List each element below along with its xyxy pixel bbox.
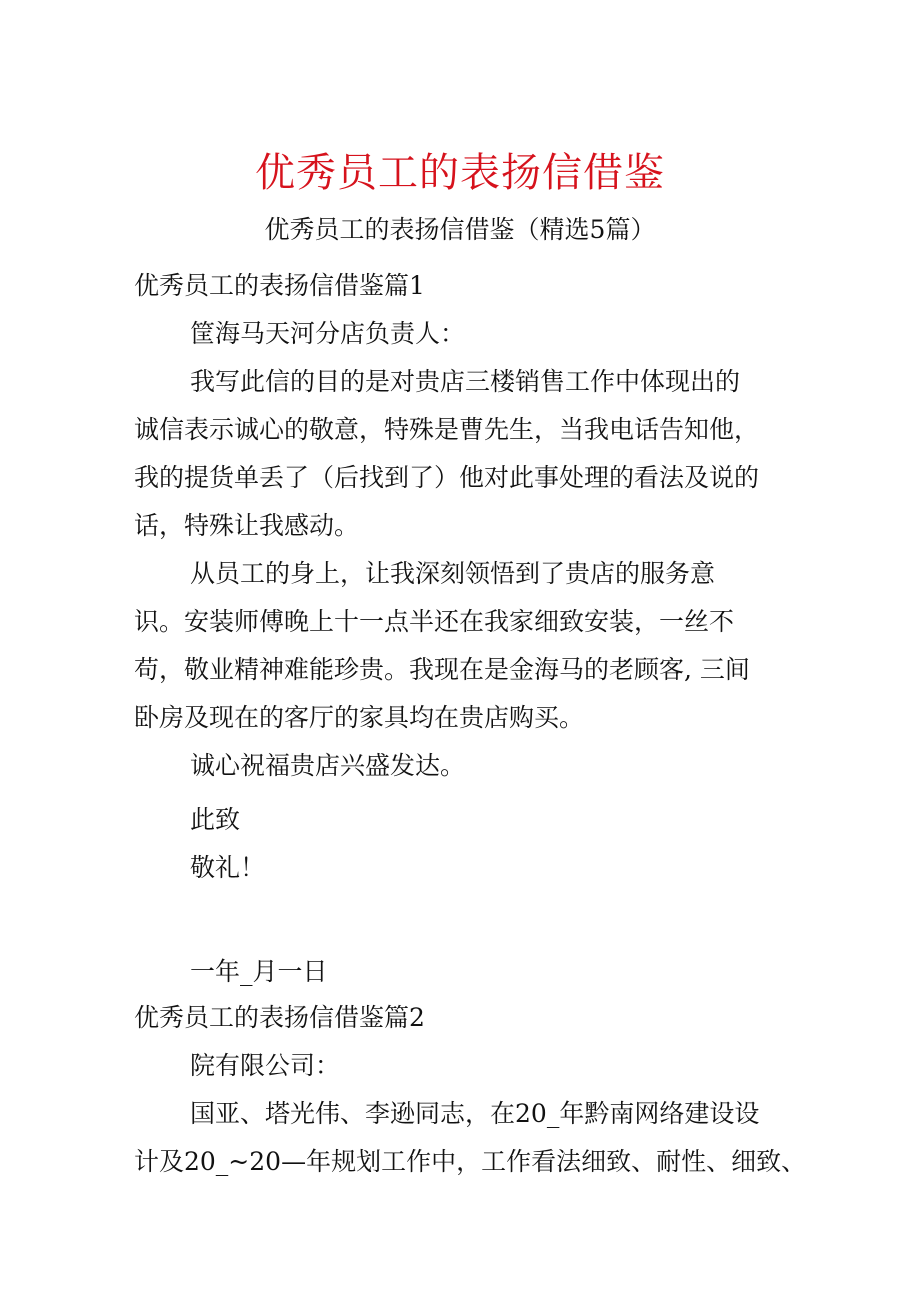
- section1-para2-line: 卧房及现在的客厅的家具均在贵店购买。: [134, 703, 585, 732]
- section1-closing2: 敬礼！: [190, 853, 266, 882]
- section1-para1-line: 话，特殊让我感动。: [134, 511, 360, 540]
- section1-heading: 优秀员工的表扬信借鉴篇1: [134, 271, 425, 300]
- section1-closing1: 此致: [190, 805, 241, 834]
- document-subtitle: 优秀员工的表扬信借鉴（精选5篇）: [264, 215, 656, 244]
- section2-heading: 优秀员工的表扬信借鉴篇2: [134, 1003, 425, 1032]
- document-title: 优秀员工的表扬信借鉴: [255, 150, 665, 196]
- section2-para1-line: 计及20_~20—年规划工作中，工作看法细致、耐性、细致、: [134, 1147, 807, 1176]
- section2-salutation: 院有限公司：: [190, 1051, 341, 1080]
- section1-para2-line: 苟，敬业精神难能珍贵。我现在是金海马的老顾客, 三间: [134, 655, 750, 684]
- section1-para1-line: 我的提货单丢了（后找到了）他对此事处理的看法及说的: [134, 463, 760, 492]
- section1-date: 一年_月一日: [190, 957, 328, 986]
- section1-para1-line: 我写此信的目的是对贵店三楼销售工作中体现出的: [190, 367, 741, 396]
- section1-para1-line: 诚信表示诚心的敬意，特殊是曹先生，当我电话告知他，: [134, 415, 760, 444]
- section1-para2-line: 识。安装师傅晚上十一点半还在我家细致安装，一丝不: [134, 607, 735, 636]
- section1-salutation: 筐海马天河分店负责人：: [190, 319, 466, 348]
- section1-wish: 诚心祝福贵店兴盛发达。: [190, 751, 466, 780]
- section1-para2-line: 从员工的身上，让我深刻领悟到了贵店的服务意: [190, 559, 716, 588]
- section2-para1-line: 国亚、塔光伟、李逊同志，在20_年黔南网络建设设: [190, 1099, 760, 1128]
